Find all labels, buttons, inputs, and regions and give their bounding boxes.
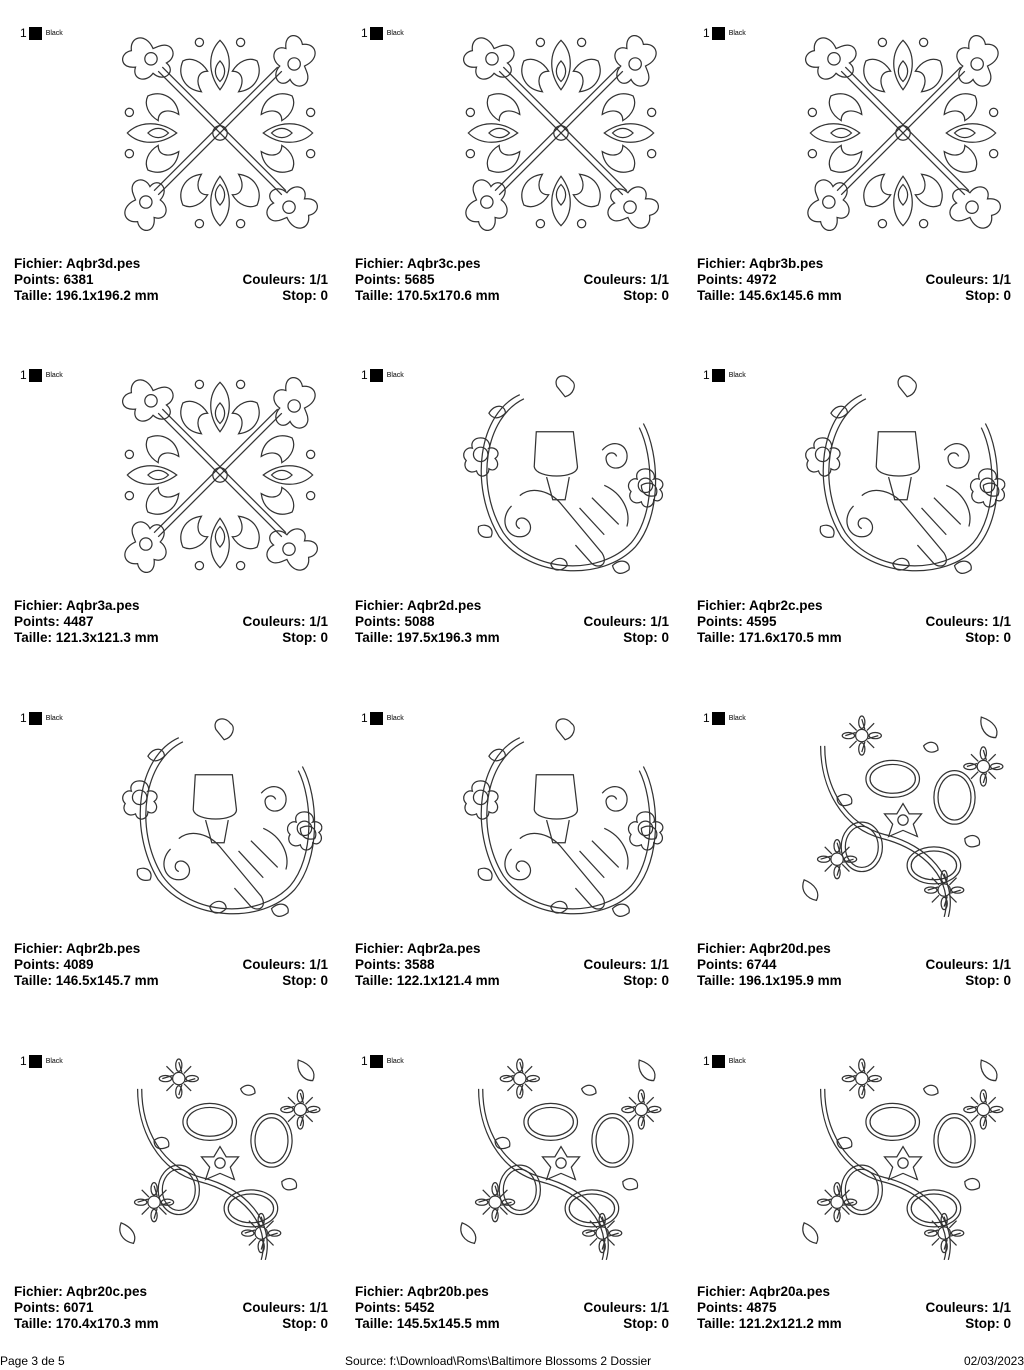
design-size: Taille: 121.2x121.2 mm <box>697 1316 842 1331</box>
thread-color-legend <box>703 1054 746 1068</box>
stitch-points: Points: 5452 <box>355 1300 435 1315</box>
thread-swatch <box>29 712 42 725</box>
design-size: Taille: 171.6x170.5 mm <box>697 630 842 645</box>
file-name: Fichier: Aqbr20c.pes <box>14 1284 148 1299</box>
design-card <box>14 26 344 330</box>
file-name: Fichier: Aqbr3a.pes <box>14 598 140 613</box>
design-card <box>355 368 685 672</box>
stitch-points: Points: 4875 <box>697 1300 777 1315</box>
stop-count: Stop: 0 <box>965 630 1011 645</box>
design-info <box>14 598 328 646</box>
design-size: Taille: 196.1x196.2 mm <box>14 288 159 303</box>
thread-swatch <box>370 1055 383 1068</box>
design-size: Taille: 196.1x195.9 mm <box>697 973 842 988</box>
embroidery-design-preview <box>117 1058 323 1264</box>
file-name: Fichier: Aqbr2c.pes <box>697 598 823 613</box>
page-number: Page 3 de 5 <box>0 1354 65 1368</box>
stitch-points: Points: 5685 <box>355 272 435 287</box>
file-name: Fichier: Aqbr2a.pes <box>355 941 481 956</box>
design-info <box>355 598 669 646</box>
stitch-points: Points: 6381 <box>14 272 94 287</box>
color-count: Couleurs: 1/1 <box>925 1300 1011 1315</box>
design-info <box>697 941 1011 989</box>
design-card <box>355 1054 685 1358</box>
embroidery-design-preview <box>800 715 1006 921</box>
color-count: Couleurs: 1/1 <box>242 1300 328 1315</box>
color-count: Couleurs: 1/1 <box>242 614 328 629</box>
stop-count: Stop: 0 <box>282 630 328 645</box>
thread-number: 1 <box>703 26 710 40</box>
design-size: Taille: 122.1x121.4 mm <box>355 973 500 988</box>
thread-name: Black <box>728 29 746 37</box>
thread-name: Black <box>386 714 404 722</box>
design-size: Taille: 197.5x196.3 mm <box>355 630 500 645</box>
color-count: Couleurs: 1/1 <box>925 957 1011 972</box>
print-date: 02/03/2023 <box>963 1354 1024 1368</box>
design-card <box>14 368 344 672</box>
thread-color-legend <box>361 1054 404 1068</box>
stop-count: Stop: 0 <box>623 630 669 645</box>
embroidery-design-preview <box>458 1058 664 1264</box>
color-count: Couleurs: 1/1 <box>583 614 669 629</box>
thread-color-legend <box>361 711 404 725</box>
stitch-points: Points: 6744 <box>697 957 777 972</box>
thread-swatch <box>370 369 383 382</box>
thread-name: Black <box>386 371 404 379</box>
thread-swatch <box>370 27 383 40</box>
stop-count: Stop: 0 <box>282 1316 328 1331</box>
design-card <box>14 1054 344 1358</box>
thread-name: Black <box>386 29 404 37</box>
thread-number: 1 <box>20 711 27 725</box>
thread-color-legend <box>703 26 746 40</box>
design-size: Taille: 170.4x170.3 mm <box>14 1316 159 1331</box>
thread-number: 1 <box>20 368 27 382</box>
stitch-points: Points: 5088 <box>355 614 435 629</box>
design-info <box>697 598 1011 646</box>
stop-count: Stop: 0 <box>282 973 328 988</box>
design-info <box>355 1284 669 1332</box>
stop-count: Stop: 0 <box>965 973 1011 988</box>
color-count: Couleurs: 1/1 <box>242 272 328 287</box>
stop-count: Stop: 0 <box>965 1316 1011 1331</box>
embroidery-design-preview <box>458 715 664 921</box>
thread-color-legend <box>20 1054 63 1068</box>
stitch-points: Points: 4487 <box>14 614 94 629</box>
color-count: Couleurs: 1/1 <box>583 272 669 287</box>
thread-name: Black <box>728 714 746 722</box>
thread-swatch <box>712 369 725 382</box>
design-card <box>355 26 685 330</box>
file-name: Fichier: Aqbr20a.pes <box>697 1284 831 1299</box>
file-name: Fichier: Aqbr3c.pes <box>355 256 481 271</box>
thread-number: 1 <box>703 368 710 382</box>
stop-count: Stop: 0 <box>965 288 1011 303</box>
thread-color-legend <box>703 368 746 382</box>
thread-swatch <box>29 1055 42 1068</box>
embroidery-design-preview <box>458 30 664 236</box>
design-size: Taille: 170.5x170.6 mm <box>355 288 500 303</box>
design-info <box>14 1284 328 1332</box>
thread-number: 1 <box>703 711 710 725</box>
thread-color-legend <box>703 711 746 725</box>
embroidery-design-preview <box>800 372 1006 578</box>
thread-name: Black <box>45 714 63 722</box>
design-card <box>697 26 1024 330</box>
thread-number: 1 <box>361 26 368 40</box>
design-info <box>14 256 328 304</box>
file-name: Fichier: Aqbr3b.pes <box>697 256 824 271</box>
design-info <box>697 256 1011 304</box>
stitch-points: Points: 4972 <box>697 272 777 287</box>
thread-swatch <box>370 712 383 725</box>
file-name: Fichier: Aqbr20d.pes <box>697 941 831 956</box>
thread-number: 1 <box>703 1054 710 1068</box>
file-name: Fichier: Aqbr3d.pes <box>14 256 141 271</box>
thread-name: Black <box>728 371 746 379</box>
thread-number: 1 <box>20 26 27 40</box>
thread-name: Black <box>386 1057 404 1065</box>
color-count: Couleurs: 1/1 <box>583 1300 669 1315</box>
embroidery-design-preview <box>800 30 1006 236</box>
thread-number: 1 <box>361 711 368 725</box>
embroidery-design-preview <box>458 372 664 578</box>
stitch-points: Points: 4089 <box>14 957 94 972</box>
design-card <box>14 711 344 1015</box>
thread-color-legend <box>361 368 404 382</box>
color-count: Couleurs: 1/1 <box>925 272 1011 287</box>
design-card <box>355 711 685 1015</box>
design-size: Taille: 145.5x145.5 mm <box>355 1316 500 1331</box>
thread-swatch <box>712 712 725 725</box>
thread-color-legend <box>20 26 63 40</box>
embroidery-design-preview <box>117 372 323 578</box>
thread-swatch <box>712 27 725 40</box>
design-info <box>697 1284 1011 1332</box>
source-path: Source: f:\Download\Roms\Baltimore Blossoms 2 Dossier <box>345 1354 652 1368</box>
stop-count: Stop: 0 <box>623 288 669 303</box>
thread-swatch <box>29 27 42 40</box>
thread-swatch <box>712 1055 725 1068</box>
file-name: Fichier: Aqbr2b.pes <box>14 941 141 956</box>
thread-number: 1 <box>20 1054 27 1068</box>
color-count: Couleurs: 1/1 <box>583 957 669 972</box>
thread-color-legend <box>361 26 404 40</box>
design-size: Taille: 145.6x145.6 mm <box>697 288 842 303</box>
stop-count: Stop: 0 <box>282 288 328 303</box>
design-card <box>697 711 1024 1015</box>
color-count: Couleurs: 1/1 <box>242 957 328 972</box>
stitch-points: Points: 6071 <box>14 1300 94 1315</box>
stop-count: Stop: 0 <box>623 1316 669 1331</box>
design-size: Taille: 146.5x145.7 mm <box>14 973 159 988</box>
embroidery-design-preview <box>117 30 323 236</box>
thread-color-legend <box>20 368 63 382</box>
design-card <box>697 368 1024 672</box>
embroidery-design-preview <box>800 1058 1006 1264</box>
file-name: Fichier: Aqbr2d.pes <box>355 598 482 613</box>
design-card <box>697 1054 1024 1358</box>
thread-name: Black <box>45 371 63 379</box>
file-name: Fichier: Aqbr20b.pes <box>355 1284 489 1299</box>
color-count: Couleurs: 1/1 <box>925 614 1011 629</box>
stop-count: Stop: 0 <box>623 973 669 988</box>
design-info <box>355 256 669 304</box>
thread-number: 1 <box>361 368 368 382</box>
thread-number: 1 <box>361 1054 368 1068</box>
thread-name: Black <box>728 1057 746 1065</box>
design-size: Taille: 121.3x121.3 mm <box>14 630 159 645</box>
thread-name: Black <box>45 1057 63 1065</box>
design-info <box>355 941 669 989</box>
stitch-points: Points: 4595 <box>697 614 777 629</box>
thread-name: Black <box>45 29 63 37</box>
thread-swatch <box>29 369 42 382</box>
embroidery-design-preview <box>117 715 323 921</box>
stitch-points: Points: 3588 <box>355 957 435 972</box>
design-info <box>14 941 328 989</box>
thread-color-legend <box>20 711 63 725</box>
